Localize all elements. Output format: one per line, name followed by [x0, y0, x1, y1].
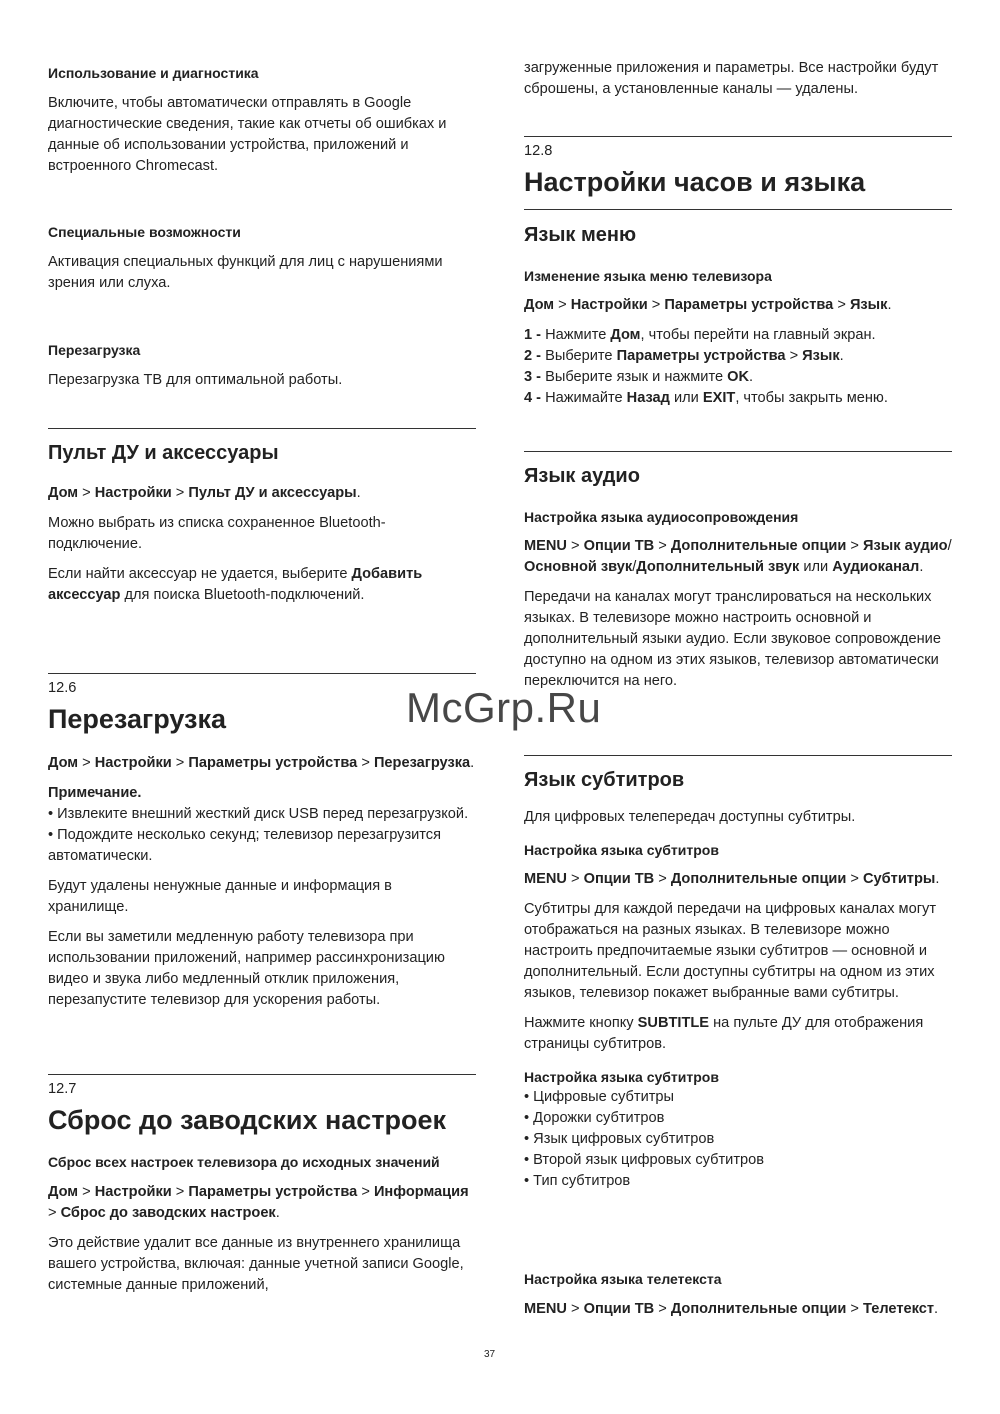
list-item: • Язык цифровых субтитров	[524, 1129, 952, 1150]
accessibility-heading: Специальные возможности	[48, 224, 241, 240]
remote-text-1: Можно выбрать из списка сохраненное Bluetooth-подключение.	[48, 515, 386, 552]
note-item: • Извлеките внешний жесткий диск USB перед перезагрузкой.	[48, 806, 469, 822]
audio-language-subheading: Настройка языка аудиосопровождения	[524, 509, 799, 525]
usage-section	[48, 63, 476, 177]
teletext-language-section	[524, 1269, 952, 1320]
divider	[524, 451, 952, 452]
list-item: • Цифровые субтитры	[524, 1087, 952, 1108]
section-number: 12.8	[524, 143, 553, 159]
list-item: • Дорожки субтитров	[524, 1108, 952, 1129]
audio-language-path: MENU > Опции ТВ > Дополнительные опции > Язык аудио/Основной звук/Дополнительный звук или Аудиоканал.	[524, 538, 952, 575]
factory-reset-text: Это действие удалит все данные из внутреннего хранилища вашего устройства, включая: данные учетной записи Google, системные данные приложений,	[48, 1235, 464, 1293]
menu-language-section	[524, 222, 952, 409]
section-12-7	[48, 1079, 476, 1296]
teletext-path: MENU > Опции ТВ > Дополнительные опции > Телетекст.	[524, 1301, 939, 1317]
audio-language-text: Передачи на каналах могут транслироваться на нескольких языках. В телевизоре можно настроить основной и дополнительный языки аудио. Если звуковое сопровождение доступно на одном из этих языков, телевизор автоматически переключится на него.	[524, 589, 941, 689]
list-item: • Тип субтитров	[524, 1171, 952, 1192]
teletext-subheading: Настройка языка телетекста	[524, 1271, 722, 1287]
reboot-text-1: Будут удалены ненужные данные и информация в хранилище.	[48, 878, 392, 915]
path-item: Настройки	[94, 485, 172, 501]
note-label: Примечание.	[48, 785, 142, 801]
menu-language-path: Дом > Настройки > Параметры устройства > Язык.	[524, 297, 892, 313]
factory-reset-path: Дом > Настройки > Параметры устройства > Информация > Сброс до заводских настроек.	[48, 1184, 469, 1221]
subtitle-path: MENU > Опции ТВ > Дополнительные опции > Субтитры.	[524, 871, 940, 887]
remote-section	[48, 440, 476, 606]
path-item: Дом	[48, 485, 79, 501]
remote-title: Пульт ДУ и аксессуары	[48, 442, 279, 464]
divider	[524, 755, 952, 756]
audio-language-title: Язык аудио	[524, 465, 640, 487]
usage-heading: Использование и диагностика	[48, 65, 259, 81]
section-title: Сброс до заводских настроек	[48, 1105, 447, 1135]
divider	[524, 136, 952, 137]
subtitle-language-section	[524, 767, 952, 1192]
menu-language-subheading: Изменение языка меню телевизора	[524, 268, 772, 284]
path-item: Пульт ДУ и аксессуары	[188, 485, 357, 501]
menu-language-title: Язык меню	[524, 224, 637, 246]
accessibility-section	[48, 222, 476, 294]
menu-language-steps	[524, 325, 952, 409]
step-item: 2 - Выберите Параметры устройства > Язык.	[524, 348, 844, 364]
section-number: 12.6	[48, 680, 77, 696]
remote-text-2: Если найти аксессуар не удается, выберите Добавить аксессуар для поиска Bluetooth-подключений.	[48, 566, 423, 603]
divider	[48, 428, 476, 429]
subtitle-text-1: Субтитры для каждой передачи на цифровых каналах могут отображаться на разных языках. В телевизоре можно настроить предпочитаемые языки субтитров — основной и дополнительный. Если доступны субтитры на одном из этих языков, телевизор покажет выбранные вами субтитры.	[524, 901, 937, 1001]
divider	[524, 209, 952, 210]
usage-text: Включите, чтобы автоматически отправлять в Google диагностические сведения, такие как отчеты об ошибках и данные об использовании устройства, приложений и встроенного Chromecast.	[48, 95, 447, 174]
section-12-8	[524, 141, 952, 199]
note-item: • Подождите несколько секунд; телевизор перезагрузится автоматически.	[48, 827, 442, 864]
subtitle-intro: Для цифровых телепередач доступны субтитры.	[524, 809, 856, 825]
accessibility-text: Активация специальных функций для лиц с нарушениями зрения или слуха.	[48, 254, 443, 291]
reboot-path: Дом > Настройки > Параметры устройства > Перезагрузка.	[48, 755, 475, 771]
step-item: 1 - Нажмите Дом, чтобы перейти на главный экран.	[524, 327, 876, 343]
reboot-option-section	[48, 340, 476, 391]
remote-path: Дом > Настройки > Пульт ДУ и аксессуары.	[48, 485, 361, 501]
step-item: 4 - Нажимайте Назад или EXIT, чтобы закрыть меню.	[524, 390, 888, 406]
reboot-text-2: Если вы заметили медленную работу телевизора при использовании приложений, например рассинхронизацию видео и звука либо медленный отклик приложения, перезапустите телевизор для ускорения работы.	[48, 929, 445, 1008]
section-title: Перезагрузка	[48, 704, 227, 734]
subtitle-text-2: Нажмите кнопку SUBTITLE на пульте ДУ для отображения страницы субтитров.	[524, 1015, 924, 1052]
continuation-text-block	[524, 58, 952, 100]
section-number: 12.7	[48, 1081, 77, 1097]
reboot-option-heading: Перезагрузка	[48, 342, 141, 358]
factory-reset-subheading: Сброс всех настроек телевизора до исходных значений	[48, 1154, 440, 1170]
continuation-text: загруженные приложения и параметры. Все настройки будут сброшены, а установленные каналы — удалены.	[524, 60, 939, 97]
list-item: • Второй язык цифровых субтитров	[524, 1150, 952, 1171]
divider	[48, 673, 476, 674]
page-number: 37	[484, 1349, 496, 1360]
audio-language-section	[524, 463, 952, 692]
reboot-option-text: Перезагрузка ТВ для оптимальной работы.	[48, 372, 343, 388]
subtitle-subheading: Настройка языка субтитров	[524, 842, 719, 858]
subtitle-options-list	[524, 1087, 952, 1192]
watermark: McGrp.Ru	[406, 684, 602, 731]
subtitle-language-title: Язык субтитров	[524, 769, 685, 791]
step-item: 3 - Выберите язык и нажмите OK.	[524, 369, 754, 385]
divider	[48, 1074, 476, 1075]
section-title: Настройки часов и языка	[524, 167, 866, 197]
subtitle-list-heading: Настройка языка субтитров	[524, 1069, 719, 1085]
